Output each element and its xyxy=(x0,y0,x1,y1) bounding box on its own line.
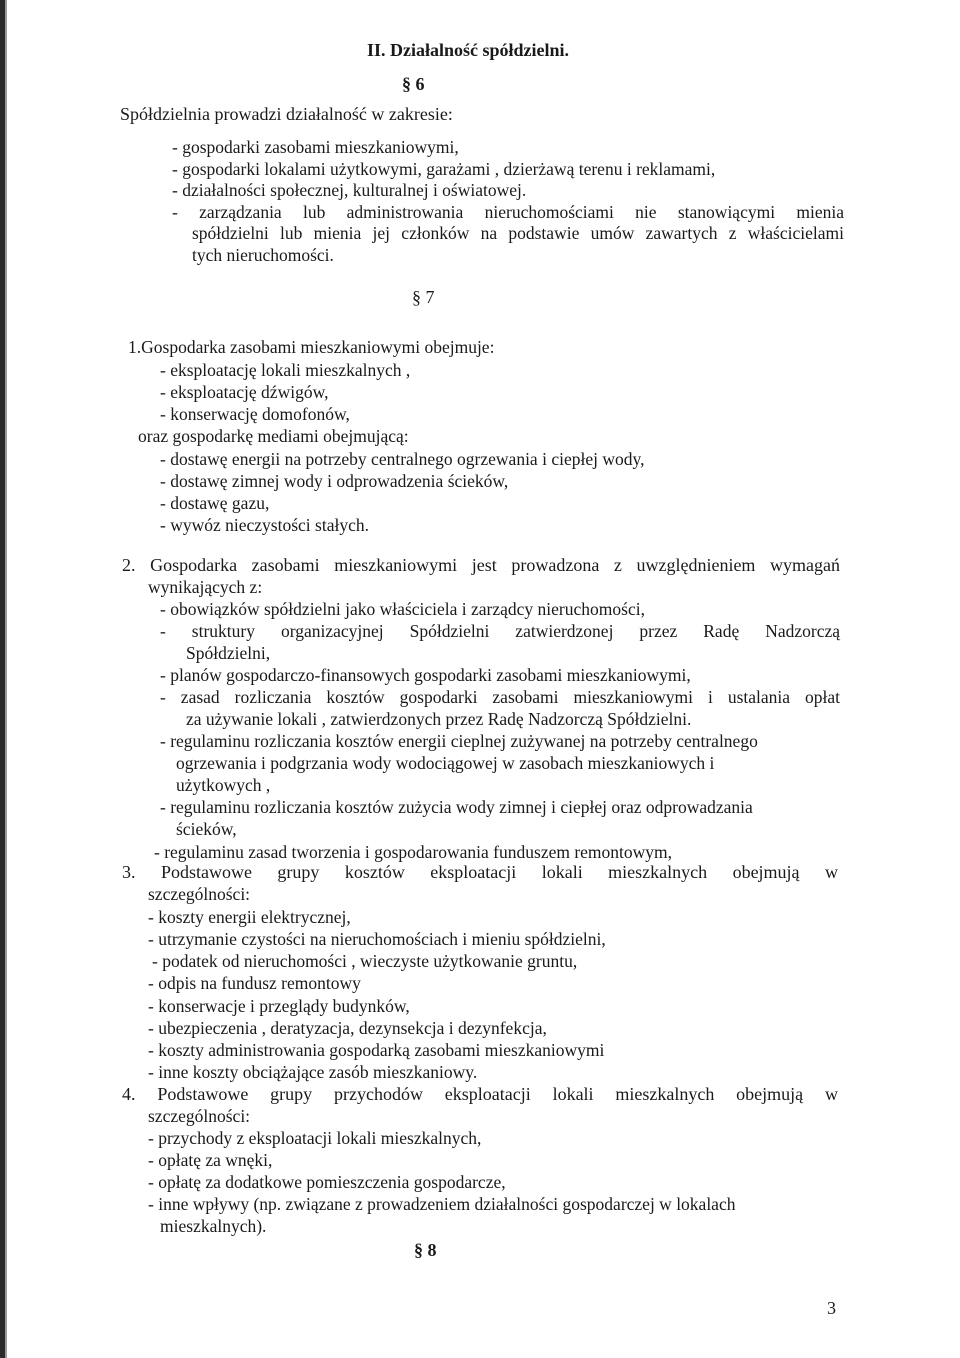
section-6-item: - działalności społecznej, kulturalnej i oświatowej. xyxy=(172,180,527,200)
section-7-point-2-heading: 2. Gospodarka zasobami mieszkaniowymi jest prowadzona z uwzględnieniem wymagań xyxy=(122,555,840,575)
chapter-title: II. Działalność spółdzielni. xyxy=(367,40,570,60)
section-7-point-4-item: - opłatę za dodatkowe pomieszczenia gospodarcze, xyxy=(148,1172,506,1192)
section-6-item-continuation: spółdzielni lub mienia jej członków na podstawie umów zawartych z właścicielami xyxy=(192,223,844,243)
section-7-point-1-media-item: - wywóz nieczystości stałych. xyxy=(160,515,369,535)
section-6-item: - gospodarki lokalami użytkowymi, garażami , dzierżawą terenu i reklamami, xyxy=(172,159,716,179)
section-7-point-4-heading-cont: szczególności: xyxy=(148,1106,251,1126)
section-7-point-3-item: - ubezpieczenia , deratyzacja, dezynsekcja i dezynfekcja, xyxy=(148,1018,547,1038)
section-7-point-3-item: - koszty administrowania gospodarką zasobami mieszkaniowymi xyxy=(148,1040,605,1060)
paragraph-6-label: § 6 xyxy=(402,74,425,94)
section-6-item: - zarządzania lub administrowania nieruchomościami nie stanowiącymi mienia xyxy=(172,202,844,222)
section-7-point-2-item-cont: Spółdzielni, xyxy=(186,643,271,663)
section-7-point-2-item-cont: ogrzewania i podgrzania wody wodociągowej w zasobach mieszkaniowych i xyxy=(176,753,715,773)
section-7-point-3-item: - podatek od nieruchomości , wieczyste użytkowanie gruntu, xyxy=(152,951,578,971)
section-7-point-4-item: - opłatę za wnęki, xyxy=(148,1150,273,1170)
section-6-intro: Spółdzielnia prowadzi działalność w zakresie: xyxy=(120,104,453,124)
section-7-point-4-heading: 4. Podstawowe grupy przychodów eksploatacji lokali mieszkalnych obejmują w xyxy=(122,1084,838,1104)
section-7-point-1-item: - eksploatację dźwigów, xyxy=(160,382,329,402)
section-7-point-3-item: - odpis na fundusz remontowy xyxy=(148,973,361,993)
section-7-point-1-item: - konserwację domofonów, xyxy=(160,404,350,424)
section-6-item-continuation: tych nieruchomości. xyxy=(192,245,334,265)
section-7-point-3-item: - koszty energii elektrycznej, xyxy=(148,907,351,927)
section-7-point-4-item: - inne wpływy (np. związane z prowadzeniem działalności gospodarczej w lokalach xyxy=(148,1194,736,1214)
section-7-point-2-item: - obowiązków spółdzielni jako właściciela i zarządcy nieruchomości, xyxy=(160,599,645,619)
section-7-point-3-item: - konserwacje i przeglądy budynków, xyxy=(148,996,410,1016)
section-7-point-2-item-cont: użytkowych , xyxy=(176,775,271,795)
section-7-point-1-media-item: - dostawę gazu, xyxy=(160,493,270,513)
paragraph-8-label: § 8 xyxy=(414,1240,437,1260)
section-6-item: - gospodarki zasobami mieszkaniowymi, xyxy=(172,137,459,157)
paragraph-7-label: § 7 xyxy=(412,287,435,307)
section-7-point-4-item-cont: mieszkalnych). xyxy=(160,1216,267,1236)
section-7-point-2-item: - zasad rozliczania kosztów gospodarki zasobami mieszkaniowymi i ustalania opłat xyxy=(160,687,840,707)
scan-edge-shadow xyxy=(5,0,7,1358)
section-7-point-1-mid: oraz gospodarkę mediami obejmującą: xyxy=(138,426,409,446)
section-7-point-1-item: - eksploatację lokali mieszkalnych , xyxy=(160,360,411,380)
section-7-point-2-item: - regulaminu zasad tworzenia i gospodarowania funduszem remontowym, xyxy=(154,842,673,862)
section-7-point-1-media-item: - dostawę zimnej wody i odprowadzenia ścieków, xyxy=(160,471,509,491)
section-7-point-1-heading: 1.Gospodarka zasobami mieszkaniowymi obejmuje: xyxy=(128,337,495,357)
section-7-point-3-item: - utrzymanie czystości na nieruchomościach i mieniu spółdzielni, xyxy=(148,929,606,949)
section-7-point-4-item: - przychody z eksploatacji lokali mieszkalnych, xyxy=(148,1128,482,1148)
section-7-point-3-item: - inne koszty obciążające zasób mieszkaniowy. xyxy=(148,1062,478,1082)
section-7-point-2-item-cont: za używanie lokali , zatwierdzonych przez Radę Nadzorczą Spółdzielni. xyxy=(186,709,692,729)
section-7-point-2-item: - struktury organizacyjnej Spółdzielni zatwierdzonej przez Radę Nadzorczą xyxy=(160,621,840,641)
section-7-point-3-heading-cont: szczególności: xyxy=(148,884,251,904)
section-7-point-2-item: - planów gospodarczo-finansowych gospodarki zasobami mieszkaniowymi, xyxy=(160,665,691,685)
section-7-point-2-item-cont: ścieków, xyxy=(176,819,237,839)
section-7-point-3-heading: 3. Podstawowe grupy kosztów eksploatacji lokali mieszkalnych obejmują w xyxy=(122,862,838,882)
section-7-point-1-media-item: - dostawę energii na potrzeby centralnego ogrzewania i ciepłej wody, xyxy=(160,449,645,469)
section-7-point-2-heading-cont: wynikających z: xyxy=(148,577,263,597)
section-7-point-2-item: - regulaminu rozliczania kosztów energii cieplnej zużywanej na potrzeby centralnego xyxy=(160,731,758,751)
page-number: 3 xyxy=(827,1298,836,1318)
section-7-point-2-item: - regulaminu rozliczania kosztów zużycia wody zimnej i ciepłej oraz odprowadzania xyxy=(160,797,753,817)
